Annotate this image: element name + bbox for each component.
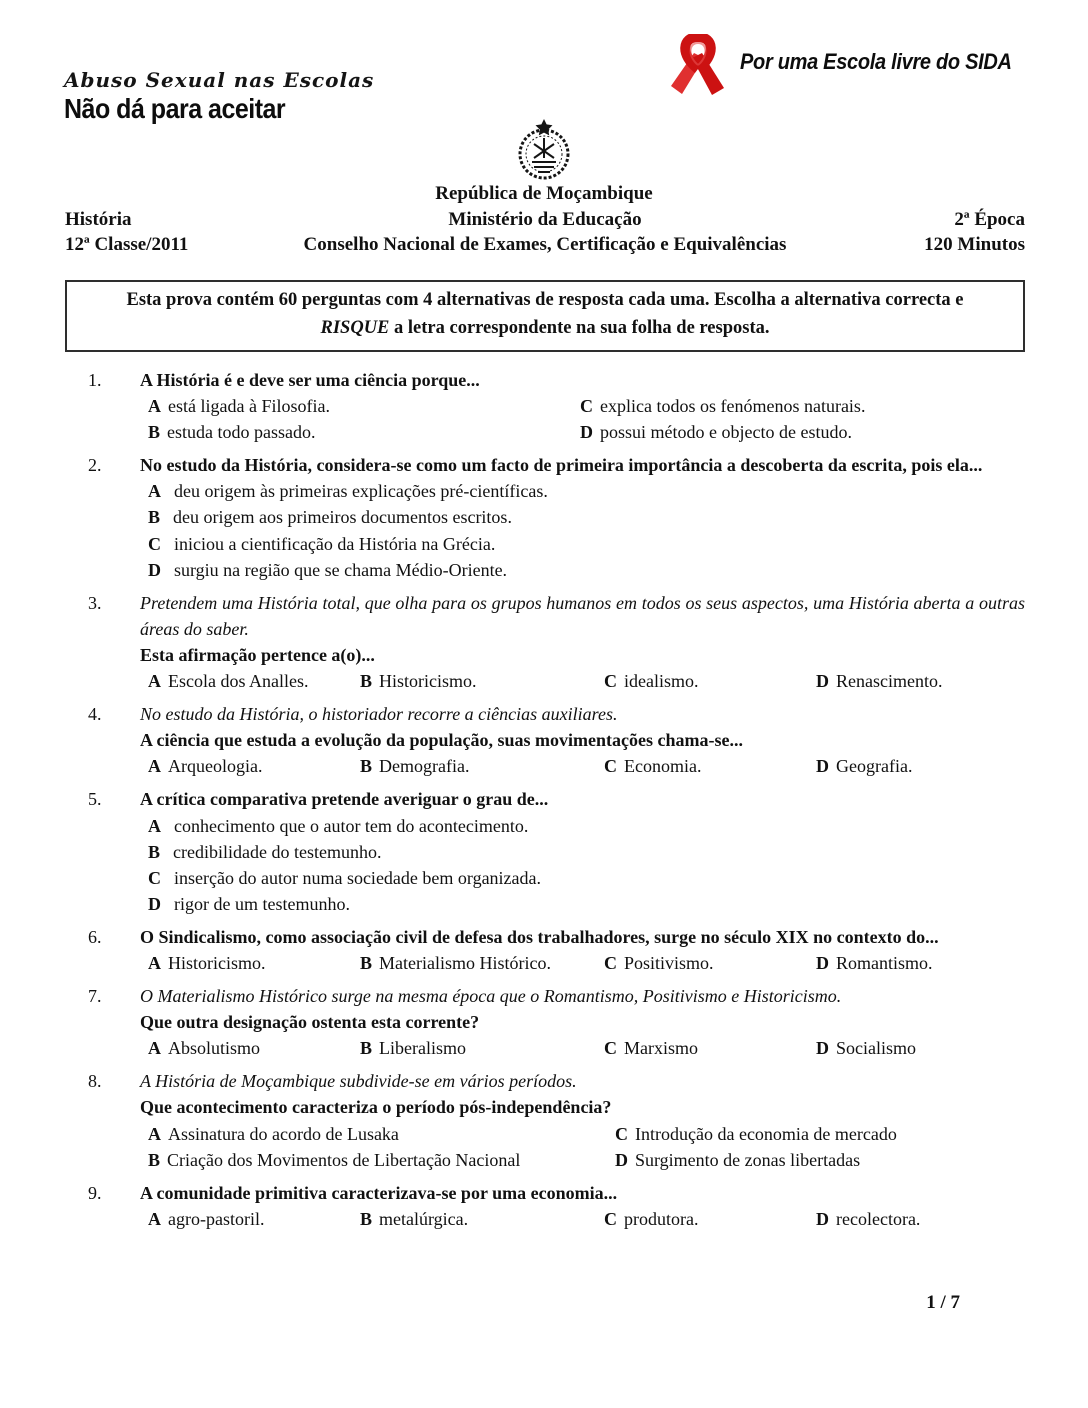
option-letter: C	[604, 756, 617, 777]
options	[140, 393, 1025, 445]
option-letter: D	[816, 671, 829, 692]
question-stem: Que outra designação ostenta esta corrente?	[140, 1012, 480, 1033]
question	[88, 701, 1025, 779]
option-D	[615, 1147, 1025, 1173]
exam-header	[65, 208, 1025, 257]
option-letter: B	[148, 507, 161, 528]
option-B	[360, 950, 604, 976]
option-letter: D	[580, 422, 593, 443]
question-number: 1.	[88, 370, 102, 390]
question-stem: O Sindicalismo, como associação civil de defesa dos trabalhadores, surge no século XIX no contexto do...	[140, 926, 939, 947]
option-letter: B	[148, 841, 161, 862]
class-year-label: 12ª Classe/2011	[65, 234, 189, 255]
option-A	[148, 950, 360, 976]
option-letter: C	[604, 952, 617, 973]
option-text: conhecimento que o autor tem do acontecimento.	[174, 815, 529, 836]
option-A	[148, 393, 580, 419]
question-body	[140, 924, 1025, 976]
option-text: credibilidade do testemunho.	[173, 841, 382, 862]
option-C	[604, 668, 816, 694]
option-D	[580, 419, 1025, 445]
question-body	[140, 1068, 1025, 1172]
question-stem: A crítica comparativa pretende averiguar o grau de...	[140, 789, 549, 810]
option-text: Surgimento de zonas libertadas	[635, 1149, 861, 1170]
options	[140, 813, 1025, 917]
emblem-row	[0, 118, 1088, 187]
option-text: Positivismo.	[624, 952, 714, 973]
page-number: 1 / 7	[926, 1292, 960, 1313]
instruction-text-part1: Esta prova contém 60 perguntas com 4 alternativas de resposta cada uma. Escolha a alternativa correcta e	[126, 290, 964, 310]
option-letter: A	[148, 815, 161, 836]
option-letter: A	[148, 396, 161, 417]
option-letter: D	[148, 559, 161, 580]
option-letter: C	[148, 533, 161, 554]
option-letter: C	[604, 671, 617, 692]
option-C	[148, 865, 1025, 891]
option-letter: B	[360, 1038, 373, 1059]
question	[88, 786, 1025, 916]
question-number: 2.	[88, 455, 102, 476]
question-body	[140, 452, 1025, 582]
option-letter: C	[615, 1123, 628, 1144]
option-D	[816, 1206, 1025, 1232]
question-stem: A comunidade primitiva caracterizava-se por uma economia...	[140, 1182, 618, 1203]
option-C	[615, 1121, 1025, 1147]
option-text: estuda todo passado.	[167, 422, 316, 443]
sida-slogan: Por uma Escola livre do SIDA	[740, 50, 1012, 75]
option-A	[148, 1121, 615, 1147]
option-text: Assinatura do acordo de Lusaka	[168, 1123, 399, 1144]
option-B	[360, 1035, 604, 1061]
option-A	[148, 753, 360, 779]
option-D	[148, 891, 1025, 917]
option-B	[148, 419, 580, 445]
question	[88, 983, 1025, 1061]
question-body	[140, 1180, 1025, 1232]
options	[140, 478, 1025, 582]
option-text: metalúrgica.	[379, 1208, 469, 1229]
option-text: Arqueologia.	[168, 756, 263, 777]
option-text: recolectora.	[836, 1208, 921, 1229]
option-text: Marxismo	[624, 1038, 698, 1059]
campaign-script-line: Abuso Sexual nas Escolas	[64, 68, 375, 92]
options	[140, 950, 1025, 976]
option-A	[148, 668, 360, 694]
question-intro: Pretendem uma História total, que olha para os grupos humanos em todos os seus aspectos, uma História aberta a outras áreas do saber.	[140, 592, 1025, 639]
question	[88, 1180, 1025, 1232]
option-text: está ligada à Filosofia.	[168, 396, 330, 417]
option-C	[604, 950, 816, 976]
option-text: Absolutismo	[168, 1038, 261, 1059]
option-A	[148, 813, 1025, 839]
question-intro: O Materialismo Histórico surge na mesma época que o Romantismo, Positivismo e Historicismo.	[140, 986, 842, 1007]
question-intro: A História de Moçambique subdivide-se em vários períodos.	[140, 1071, 577, 1092]
question-number: 8.	[88, 1071, 102, 1092]
option-text: Liberalismo	[379, 1038, 466, 1059]
option-text: Demografia.	[379, 756, 470, 777]
question	[88, 1068, 1025, 1172]
option-D	[816, 1035, 1025, 1061]
option-text: Historicismo.	[168, 952, 266, 973]
question	[88, 924, 1025, 976]
campaign-slogan: Não dá para aceitar	[64, 94, 286, 125]
option-text: deu origem às primeiras explicações pré-científicas.	[174, 481, 548, 502]
question	[88, 590, 1025, 694]
option-letter: C	[580, 396, 593, 417]
questions-list	[88, 367, 1025, 1239]
option-A	[148, 1035, 360, 1061]
option-letter: D	[816, 952, 829, 973]
option-A	[148, 1206, 360, 1232]
option-letter: A	[148, 952, 161, 973]
options	[140, 1206, 1025, 1232]
option-A	[148, 478, 1025, 504]
option-text: Economia.	[624, 756, 702, 777]
option-letter: B	[360, 1208, 373, 1229]
option-text: agro-pastoril.	[168, 1208, 265, 1229]
option-letter: A	[148, 756, 161, 777]
instruction-box	[65, 280, 1025, 352]
question-stem: Que acontecimento caracteriza o período pós-independência?	[140, 1097, 612, 1118]
option-text: Renascimento.	[836, 671, 943, 692]
option-letter: D	[816, 756, 829, 777]
option-letter: D	[148, 893, 161, 914]
option-letter: C	[604, 1038, 617, 1059]
option-C	[148, 531, 1025, 557]
option-text: idealismo.	[624, 671, 699, 692]
question-stem: A ciência que estuda a evolução da população, suas movimentações chama-se...	[140, 730, 743, 751]
option-text: Materialismo Histórico.	[379, 952, 551, 973]
option-letter: D	[615, 1149, 628, 1170]
option-text: Introdução da economia de mercado	[635, 1123, 897, 1144]
option-text: rigor de um testemunho.	[174, 893, 350, 914]
options	[140, 753, 1025, 779]
option-text: Romantismo.	[836, 952, 933, 973]
option-text: Historicismo.	[379, 671, 477, 692]
question	[88, 367, 1025, 445]
question-number: 3.	[88, 592, 102, 613]
ministry-label: Ministério da Educação	[448, 209, 642, 230]
option-D	[816, 753, 1025, 779]
question-body	[140, 367, 1025, 445]
option-B	[360, 668, 604, 694]
question-body	[140, 701, 1025, 779]
option-letter: A	[148, 1123, 161, 1144]
option-C	[604, 1206, 816, 1232]
option-text: produtora.	[624, 1208, 699, 1229]
option-text: possui método e objecto de estudo.	[600, 422, 852, 443]
option-C	[604, 1035, 816, 1061]
option-letter: B	[148, 1149, 161, 1170]
option-text: inserção do autor numa sociedade bem organizada.	[174, 867, 542, 888]
subject-label: História	[65, 209, 132, 230]
epoch-label: 2ª Época	[954, 209, 1025, 230]
question-body	[140, 786, 1025, 916]
sida-banner	[666, 34, 1012, 106]
question-body	[140, 983, 1025, 1061]
option-letter: D	[816, 1208, 829, 1229]
option-text: Socialismo	[836, 1038, 916, 1059]
question-number: 5.	[88, 789, 102, 810]
option-letter: D	[816, 1038, 829, 1059]
option-text: explica todos os fenómenos naturais.	[600, 396, 866, 417]
option-B	[148, 1147, 615, 1173]
republic-title: República de Moçambique	[435, 183, 653, 204]
campaign-block	[64, 68, 374, 123]
question-number: 6.	[88, 926, 102, 947]
option-B	[148, 839, 1025, 865]
option-text: surgiu na região que se chama Médio-Oriente.	[174, 559, 508, 580]
option-text: iniciou a cientificação da História na Grécia.	[174, 533, 496, 554]
options	[140, 1035, 1025, 1061]
option-letter: B	[360, 952, 373, 973]
council-label: Conselho Nacional de Exames, Certificação e Equivalências	[303, 234, 787, 255]
instruction-emphasis: RISQUE	[320, 317, 390, 338]
question-number: 7.	[88, 986, 102, 1007]
question-intro: No estudo da História, o historiador recorre a ciências auxiliares.	[140, 704, 618, 725]
option-letter: B	[360, 671, 373, 692]
option-letter: C	[604, 1208, 617, 1229]
option-D	[148, 557, 1025, 583]
question-number: 4.	[88, 704, 102, 725]
option-letter: B	[360, 756, 373, 777]
option-C	[580, 393, 1025, 419]
question-stem: A História é e deve ser uma ciência porque...	[140, 370, 480, 390]
option-B	[360, 753, 604, 779]
option-D	[816, 950, 1025, 976]
question-body	[140, 590, 1025, 694]
option-B	[360, 1206, 604, 1232]
option-letter: C	[148, 867, 161, 888]
option-letter: A	[148, 671, 161, 692]
option-letter: A	[148, 1038, 161, 1059]
option-text: Geografia.	[836, 756, 913, 777]
instruction-text-part2: a letra correspondente na sua folha de resposta.	[389, 317, 770, 338]
option-text: Criação dos Movimentos de Libertação Nacional	[167, 1149, 521, 1170]
option-letter: A	[148, 481, 161, 502]
question-stem: No estudo da História, considera-se como um facto de primeira importância a descoberta da escrita, pois ela...	[140, 455, 983, 476]
option-letter: A	[148, 1208, 161, 1229]
option-text: deu origem aos primeiros documentos escritos.	[173, 507, 512, 528]
option-B	[148, 504, 1025, 530]
duration-label: 120 Minutos	[924, 234, 1025, 255]
aids-ribbon-icon	[666, 34, 730, 106]
question-number: 9.	[88, 1182, 102, 1203]
options	[140, 1121, 1025, 1173]
options	[140, 668, 1025, 694]
question	[88, 452, 1025, 582]
option-text: Escola dos Analles.	[168, 671, 309, 692]
question-stem: Esta afirmação pertence a(o)...	[140, 644, 375, 665]
option-letter: B	[148, 422, 161, 443]
option-C	[604, 753, 816, 779]
option-D	[816, 668, 1025, 694]
